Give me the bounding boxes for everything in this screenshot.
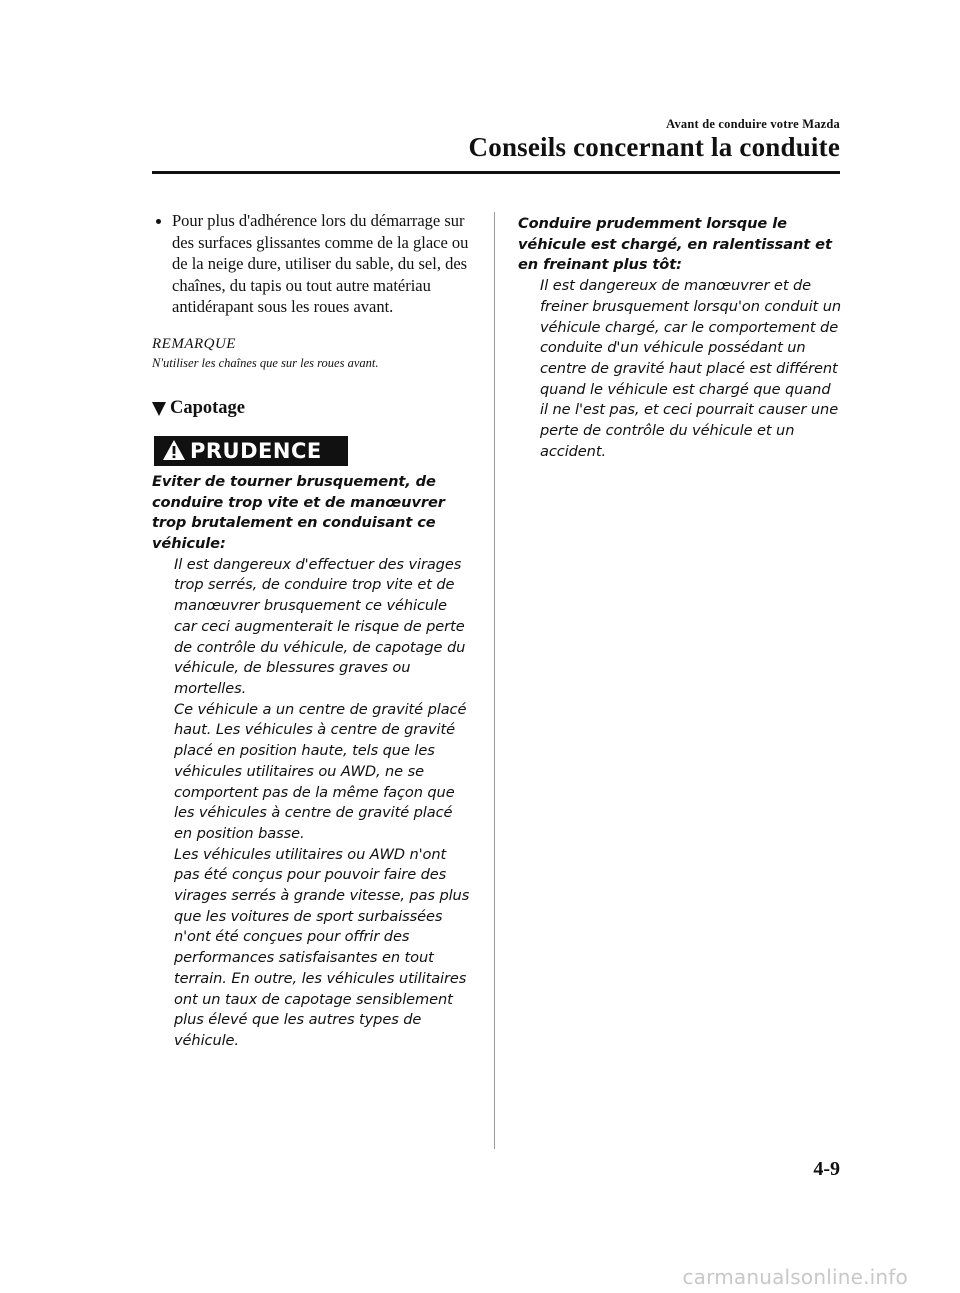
right-column: [518, 214, 842, 462]
warning-heading: Eviter de tourner brusquement, de conduire trop vite et de manœuvrer trop brutalement en conduisant ce véhicule:: [152, 472, 445, 553]
note-body: N'utiliser les chaînes que sur les roues avant.: [152, 355, 379, 370]
warning-body: [152, 555, 474, 1052]
page-number: 4-9: [813, 1158, 840, 1180]
section-heading-label: Capotage: [170, 397, 246, 418]
note-title: REMARQUE: [152, 335, 236, 352]
bullet-text: Pour plus d'adhérence lors du démarrage sur des surfaces glissantes comme de la glace ou de la neige dure, utiliser du sable, du sel, des chaînes, du tapis ou tout autre matériau antidérapant sous les roues avant.: [172, 211, 469, 317]
left-column: [152, 210, 474, 1052]
bullet-item: [152, 210, 474, 318]
page-title: Conseils concernant la conduite: [468, 132, 840, 162]
warning-heading: Conduire prudemment lorsque le véhicule est chargé, en ralentissant et en freinant plus tôt:: [518, 215, 832, 274]
down-triangle-icon: [152, 402, 166, 416]
column-divider: [494, 212, 495, 1149]
warning-paragraph: Il est dangereux d'effectuer des virages trop serrés, de conduire trop vite et de manœuvrer brusquement ce véhicule car ceci augmenterait le risque de perte de contrôle du véhicule, de capotage du véhicule, de blessures graves ou mortelles.: [174, 555, 466, 697]
warning-paragraph: Les véhicules utilitaires ou AWD n'ont pas été conçus pour pouvoir faire des virages serrés à grande vitesse, pas plus que les voitures de sport surbaissées n'ont été conçues pour offrir des performances satisfaisantes en tout terrain. En outre, les véhicules utilitaires ont un taux de capotage sensiblement plus élevé que les autres types de véhicule.: [174, 845, 470, 1049]
warning-exclamation-icon: [162, 439, 186, 461]
bullet-dot-icon: [156, 219, 161, 224]
header-rule: [152, 171, 840, 174]
section-heading: [152, 398, 474, 419]
warning-paragraph: Ce véhicule a un centre de gravité placé haut. Les véhicules à centre de gravité placé en position haute, tels que les véhicules utilitaires ou AWD, ne se comportent pas de la même façon que les véhicules à centre de gravité placé en position basse.: [174, 700, 467, 842]
warning-paragraph: Il est dangereux de manœuvrer et de freiner brusquement lorsqu'on conduit un véhicule chargé, car le comportement de conduite d'un véhicule possédant un centre de gravité haut placé est différent quand le véhicule est chargé que quand il ne l'est pas, et ceci pourrait causer une perte de contrôle du véhicule et un accident.: [540, 277, 842, 460]
caution-label: PRUDENCE: [190, 438, 322, 463]
caution-banner: [154, 436, 348, 466]
header-subtitle: Avant de conduire votre Mazda: [666, 117, 840, 131]
warning-body: [518, 276, 842, 462]
watermark: carmanualsonline.info: [682, 1265, 908, 1289]
